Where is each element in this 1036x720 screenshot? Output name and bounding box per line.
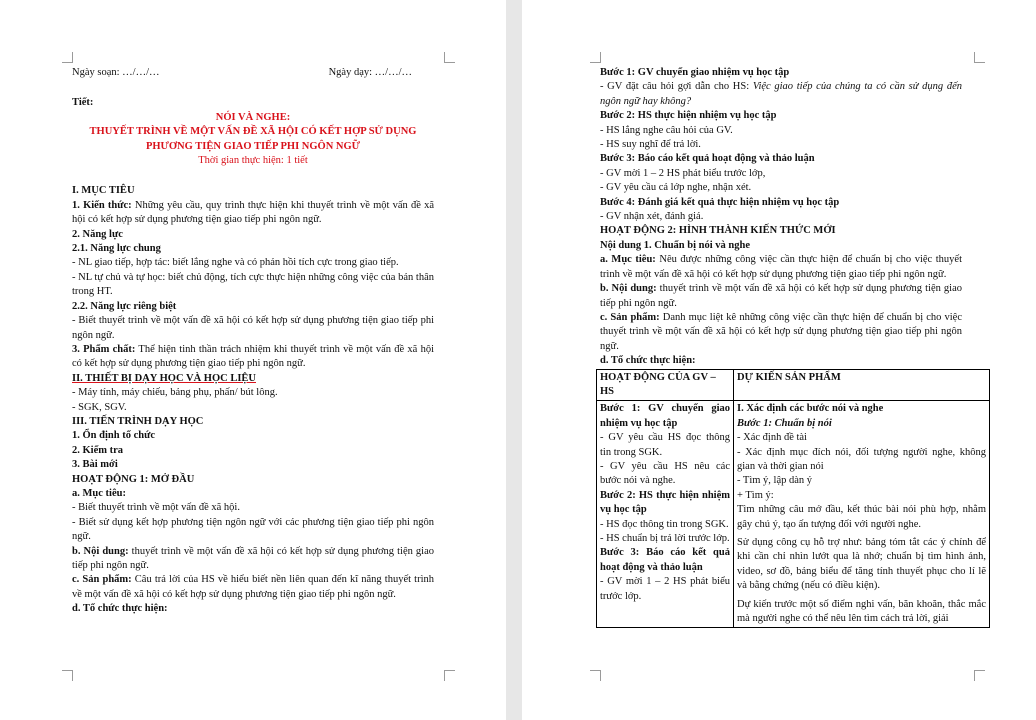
- activity-2-heading: HOẠT ĐỘNG 2: HÌNH THÀNH KIẾN THỨC MỚI: [600, 225, 836, 237]
- crop-mark-top-right: [444, 52, 455, 63]
- process-step-3: 3. Bài mới: [72, 459, 118, 471]
- step-2-item-2: - HS suy nghĩ để trả lời.: [600, 139, 701, 151]
- equipment-item-2: - SGK, SGV.: [72, 401, 127, 413]
- lesson-duration: Thời gian thực hiện: 1 tiết: [198, 155, 308, 167]
- step-4-heading: Bước 4: Đánh giá kết quả thực hiện nhiệm vụ học tập: [600, 196, 840, 208]
- activity-1-content: b. Nội dung: thuyết trình về một vấn đề xã hội có kết hợp sử dụng phương tiện giao tiếp phi ngôn ngữ.: [72, 545, 434, 571]
- date-line: [72, 66, 434, 80]
- step-2-heading: Bước 2: HS thực hiện nhiệm vụ học tập: [600, 110, 777, 122]
- period-label: Tiết:: [72, 97, 94, 109]
- table-cell-activities: [597, 401, 734, 628]
- activity-1-heading: HOẠT ĐỘNG 1: MỞ ĐẦU: [72, 473, 195, 485]
- content-1-organization: d. Tổ chức thực hiện:: [600, 355, 696, 367]
- table-product-item-7: Dự kiến trước một số điểm nghi vấn, băn khoăn, thắc mắc mà người nghe có thể nêu lên tìm cách trả lời, giải: [737, 598, 986, 625]
- page-1-text: [72, 66, 434, 617]
- document-page-2: [522, 0, 1036, 720]
- content-1-product: c. Sản phẩm: Danh mục liệt kê những công việc cần thực hiện để chuẩn bị cho việc thuyết trình về một vấn đề xã hội có kết hợp sử dụng phương tiện giao tiếp phi ngôn ngữ.: [600, 311, 963, 352]
- crop-mark-bottom-right: [444, 670, 455, 681]
- crop-mark-bottom-right: [974, 670, 985, 681]
- table-product-step: Bước 1: Chuẩn bị nói: [737, 417, 832, 429]
- table-cell-products: [734, 401, 990, 628]
- page-2-text: [600, 66, 986, 628]
- step-2-item-1: - HS lắng nghe câu hỏi của GV.: [600, 124, 733, 136]
- step-4-item-1: - GV nhận xét, đánh giá.: [600, 211, 704, 223]
- crop-mark-top-left: [62, 52, 73, 63]
- lesson-title-line-1: NÓI VÀ NGHE:: [215, 111, 291, 123]
- objective-knowledge: 1. Kiến thức: Những yêu cầu, quy trình thực hiện khi thuyết trình về một vấn đề xã hội có kết hợp sử dụng phương tiện giao tiếp phi ngôn ngữ.: [72, 199, 434, 226]
- table-step-1: Bước 1: GV chuyển giao nhiệm vụ học tập: [600, 403, 730, 429]
- activity-1-goal-label: a. Mục tiêu:: [72, 487, 126, 499]
- crop-mark-top-right: [974, 52, 985, 63]
- content-1-content: b. Nội dung: thuyết trình về một vấn đề xã hội có kết hợp sử dụng phương tiện giao tiếp phi ngôn ngữ.: [600, 283, 962, 309]
- table-step-2-item-2: - HS chuẩn bị trả lời trước lớp.: [600, 533, 730, 544]
- lesson-title-line-3: PHƯƠNG TIỆN GIAO TIẾP PHI NGÔN NGỮ: [145, 140, 361, 152]
- activity-1-product: c. Sản phẩm: Câu trả lời của HS về hiểu biết nền liên quan đến kĩ năng thuyết trình về một vấn đề xã hội có kết hợp sử dụng phương tiện giao tiếp phi ngôn ngữ.: [72, 574, 434, 600]
- table-header-row: [597, 369, 990, 401]
- section-equipment-heading: II. THIẾT BỊ DẠY HỌC VÀ HỌC LIỆU: [72, 372, 256, 384]
- objective-quality: 3. Phẩm chất: Thể hiện tinh thần trách nhiệm khi thuyết trình về một vấn đề xã hội có kết hợp sử dụng phương tiện giao tiếp phi ngôn ngữ.: [72, 343, 434, 370]
- section-process-heading: III. TIẾN TRÌNH DẠY HỌC: [72, 415, 204, 427]
- general-competence-1: - NL giao tiếp, hợp tác: biết lắng nghe và có phản hồi tích cực trong giao tiếp.: [72, 257, 399, 269]
- lesson-title-line-2: THUYẾT TRÌNH VỀ MỘT VẤN ĐỀ XÃ HỘI CÓ KẾT HỢP SỬ DỤNG: [89, 126, 417, 138]
- general-competence-heading: 2.1. Năng lực chung: [72, 243, 161, 255]
- table-row: [597, 401, 990, 628]
- step-3-item-1: - GV mời 1 – 2 HS phát biểu trước lớp,: [600, 167, 766, 179]
- specific-competence-1: - Biết thuyết trình về một vấn đề xã hội có kết hợp sử dụng phương tiện giao tiếp phi ngôn ngữ.: [72, 315, 434, 341]
- table-step-3: Bước 3: Báo cáo kết quả hoạt động và thảo luận: [600, 547, 730, 573]
- table-product-item-2: - Xác định mục đích nói, đối tượng người nghe, không gian và thời gian nói: [737, 446, 986, 472]
- step-1-heading: Bước 1: GV chuyển giao nhiệm vụ học tập: [600, 67, 790, 78]
- equipment-item-1: - Máy tính, máy chiếu, bảng phụ, phấn/ bút lông.: [72, 387, 278, 399]
- step-3-heading: Bước 3: Báo cáo kết quả hoạt động và thảo luận: [600, 153, 815, 165]
- table-product-item-5: Tìm những câu mở đầu, kết thúc bài nói phù hợp, nhằm gây chú ý, tạo ấn tượng đối với người nghe.: [737, 504, 986, 530]
- section-objectives-heading: I. MỤC TIÊU: [72, 185, 135, 197]
- table-header-activity: HOẠT ĐỘNG CỦA GV – HS: [597, 369, 734, 401]
- date-taught: Ngày dạy: …/…/…: [328, 67, 412, 78]
- document-page-1: [0, 0, 506, 720]
- step-1-question: - GV đặt câu hỏi gợi dẫn cho HS: Việc giao tiếp của chúng ta có cần sử dụng đến ngôn ngữ hay không?: [600, 81, 962, 107]
- process-step-1: 1. Ổn định tổ chức: [72, 430, 156, 442]
- activity-1-organization: d. Tổ chức thực hiện:: [72, 603, 168, 615]
- activity-1-goal-1: - Biết thuyết trình về một vấn đề xã hội.: [72, 502, 240, 514]
- table-product-heading: I. Xác định các bước nói và nghe: [737, 403, 884, 415]
- table-step-3-item-1: - GV mời 1 – 2 HS phát biểu trước lớp.: [600, 576, 730, 602]
- crop-mark-bottom-left: [62, 670, 73, 681]
- specific-competence-heading: 2.2. Năng lực riêng biệt: [72, 300, 177, 312]
- process-step-2: 2. Kiểm tra: [72, 444, 124, 456]
- objective-competence-heading: 2. Năng lực: [72, 228, 123, 240]
- table-product-item-1: - Xác định đề tài: [737, 432, 807, 444]
- table-product-item-4: + Tìm ý:: [737, 489, 774, 501]
- table-step-1-item-1: - GV yêu cầu HS đọc thông tin trong SGK.: [600, 432, 730, 458]
- step-3-item-2: - GV yêu cầu cả lớp nghe, nhận xét.: [600, 182, 752, 194]
- date-prepared: Ngày soạn: …/…/…: [72, 67, 160, 78]
- table-header-product: DỰ KIẾN SẢN PHẨM: [734, 369, 990, 401]
- crop-mark-bottom-left: [590, 670, 601, 681]
- crop-mark-top-left: [590, 52, 601, 63]
- content-1-goal: a. Mục tiêu: Nêu được những công việc cần thực hiện để chuẩn bị cho việc thuyết trình về một vấn đề xã hội có kết hợp sử dụng phương tiện giao tiếp phi ngôn ngữ.: [600, 254, 962, 280]
- content-1-heading: Nội dung 1. Chuẩn bị nói và nghe: [600, 239, 750, 251]
- table-product-item-3: - Tìm ý, lập dàn ý: [737, 475, 813, 487]
- activity-1-goal-2: - Biết sử dụng kết hợp phương tiện ngôn ngữ với các phương tiện giao tiếp phi ngôn ngữ.: [72, 516, 434, 543]
- activity-table: [596, 369, 990, 629]
- table-product-item-6: Sử dụng công cụ hỗ trợ như: bảng tóm tắt các ý chính để khi cần chỉ nhìn lướt qua là nhớ; chuẩn bị tìm hình ảnh, video, sơ đồ, bảng biểu để tăng tính thuyết phục cho lí lẽ và bằng chứng (nếu có điều kiện).: [737, 537, 986, 592]
- general-competence-2: - NL tự chủ và tự học: biết chủ động, tích cực thực hiện những công việc của bản thân trong HT.: [72, 271, 434, 298]
- table-step-1-item-2: - GV yêu cầu HS nêu các bước nói và nghe.: [600, 460, 730, 487]
- table-step-2: Bước 2: HS thực hiện nhiệm vụ học tập: [600, 489, 730, 516]
- table-step-2-item-1: - HS đọc thông tin trong SGK.: [600, 518, 729, 530]
